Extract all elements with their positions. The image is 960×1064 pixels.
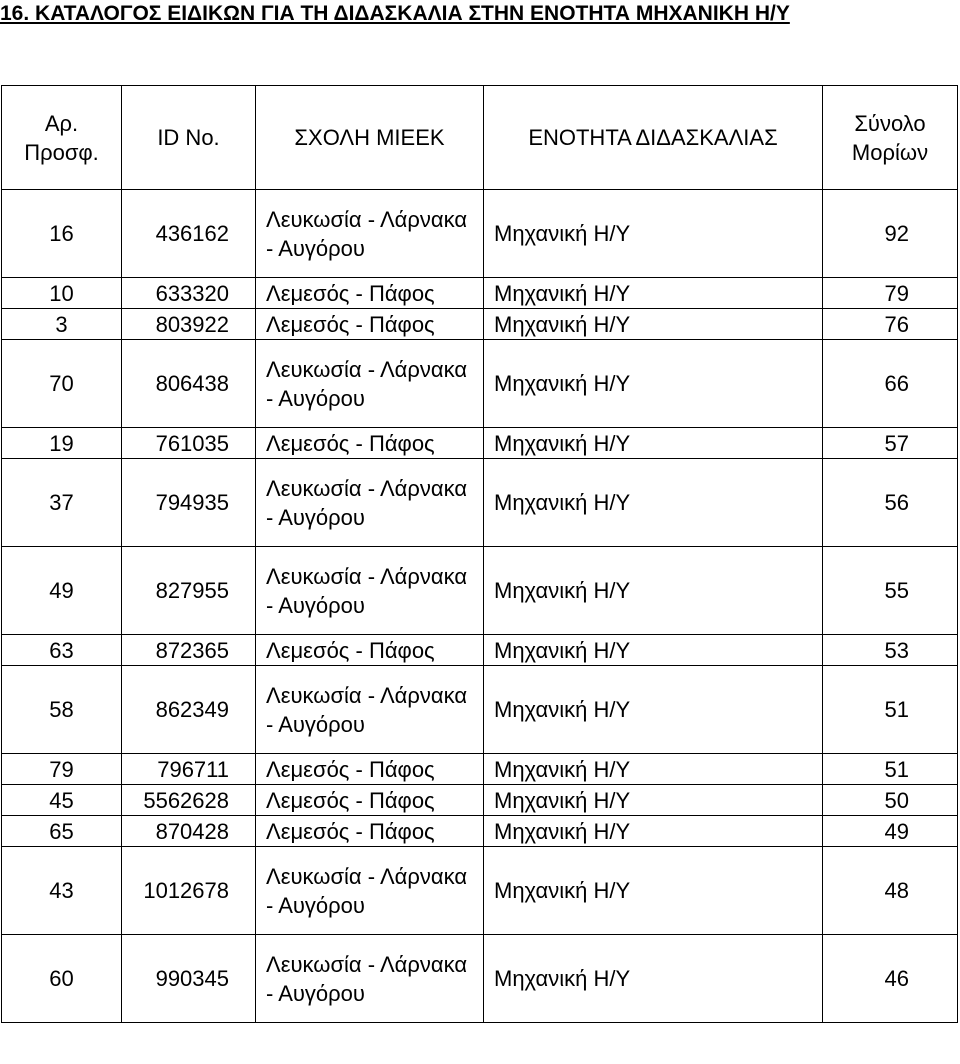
candidates-table [1,85,958,1023]
cell-id: 794935 [122,459,256,547]
table-row [2,816,958,847]
cell-total: 56 [823,459,958,547]
table-row [2,754,958,785]
cell-rank: 65 [2,816,122,847]
cell-id: 761035 [122,428,256,459]
cell-school: Λεμεσός - Πάφος [256,635,484,666]
table-header-row [2,86,958,190]
cell-id: 803922 [122,309,256,340]
table-row [2,428,958,459]
cell-unit: Μηχανική Η/Υ [484,785,823,816]
cell-total: 92 [823,190,958,278]
cell-unit: Μηχανική Η/Υ [484,635,823,666]
cell-total: 53 [823,635,958,666]
cell-unit: Μηχανική Η/Υ [484,847,823,935]
cell-rank: 58 [2,666,122,754]
cell-total: 48 [823,847,958,935]
cell-rank: 79 [2,754,122,785]
table-row [2,935,958,1023]
table-row [2,666,958,754]
cell-school: Λευκωσία - Λάρνακα - Αυγόρου [256,459,484,547]
cell-unit: Μηχανική Η/Υ [484,190,823,278]
table-row [2,547,958,635]
cell-rank: 10 [2,278,122,309]
cell-rank: 3 [2,309,122,340]
cell-rank: 70 [2,340,122,428]
cell-unit: Μηχανική Η/Υ [484,278,823,309]
cell-id: 990345 [122,935,256,1023]
table-row [2,847,958,935]
cell-school: Λευκωσία - Λάρνακα - Αυγόρου [256,847,484,935]
cell-school: Λεμεσός - Πάφος [256,309,484,340]
cell-unit: Μηχανική Η/Υ [484,666,823,754]
cell-total: 79 [823,278,958,309]
cell-school: Λεμεσός - Πάφος [256,428,484,459]
cell-id: 827955 [122,547,256,635]
cell-unit: Μηχανική Η/Υ [484,754,823,785]
table-row [2,635,958,666]
cell-rank: 45 [2,785,122,816]
cell-id: 1012678 [122,847,256,935]
cell-id: 436162 [122,190,256,278]
cell-school: Λεμεσός - Πάφος [256,785,484,816]
cell-rank: 19 [2,428,122,459]
cell-id: 806438 [122,340,256,428]
cell-total: 57 [823,428,958,459]
cell-id: 796711 [122,754,256,785]
cell-rank: 63 [2,635,122,666]
cell-total: 76 [823,309,958,340]
table-row [2,459,958,547]
header-unit: ΕΝΟΤΗΤΑ ΔΙΔΑΣΚΑΛΙΑΣ [484,86,823,190]
cell-rank: 43 [2,847,122,935]
cell-total: 55 [823,547,958,635]
cell-unit: Μηχανική Η/Υ [484,340,823,428]
cell-total: 49 [823,816,958,847]
cell-unit: Μηχανική Η/Υ [484,428,823,459]
cell-unit: Μηχανική Η/Υ [484,459,823,547]
cell-id: 870428 [122,816,256,847]
cell-id: 633320 [122,278,256,309]
header-rank: Αρ. Προσφ. [2,86,122,190]
cell-rank: 37 [2,459,122,547]
table-row [2,309,958,340]
header-total: Σύνολο Μορίων [823,86,958,190]
cell-total: 66 [823,340,958,428]
document-title: 16. ΚΑΤΑΛΟΓΟΣ ΕΙΔΙΚΩΝ ΓΙΑ ΤΗ ΔΙΔΑΣΚΑΛΙΑ ΣΤΗΝ ΕΝΟΤΗΤΑ ΜΗΧΑΝΙΚΗ Η/Υ [0,2,790,25]
cell-rank: 49 [2,547,122,635]
table-row [2,785,958,816]
cell-school: Λεμεσός - Πάφος [256,816,484,847]
cell-school: Λευκωσία - Λάρνακα - Αυγόρου [256,190,484,278]
table-row [2,340,958,428]
cell-school: Λευκωσία - Λάρνακα - Αυγόρου [256,547,484,635]
cell-school: Λευκωσία - Λάρνακα - Αυγόρου [256,935,484,1023]
header-id: ID No. [122,86,256,190]
cell-unit: Μηχανική Η/Υ [484,816,823,847]
cell-school: Λευκωσία - Λάρνακα - Αυγόρου [256,666,484,754]
cell-total: 50 [823,785,958,816]
cell-unit: Μηχανική Η/Υ [484,309,823,340]
cell-school: Λεμεσός - Πάφος [256,278,484,309]
cell-id: 862349 [122,666,256,754]
header-school: ΣΧΟΛΗ ΜΙΕΕΚ [256,86,484,190]
cell-rank: 16 [2,190,122,278]
cell-id: 872365 [122,635,256,666]
table-row [2,278,958,309]
cell-total: 46 [823,935,958,1023]
table-body [2,190,958,1023]
cell-school: Λεμεσός - Πάφος [256,754,484,785]
cell-total: 51 [823,666,958,754]
cell-rank: 60 [2,935,122,1023]
cell-unit: Μηχανική Η/Υ [484,547,823,635]
cell-unit: Μηχανική Η/Υ [484,935,823,1023]
table-row [2,190,958,278]
cell-school: Λευκωσία - Λάρνακα - Αυγόρου [256,340,484,428]
cell-id: 5562628 [122,785,256,816]
cell-total: 51 [823,754,958,785]
